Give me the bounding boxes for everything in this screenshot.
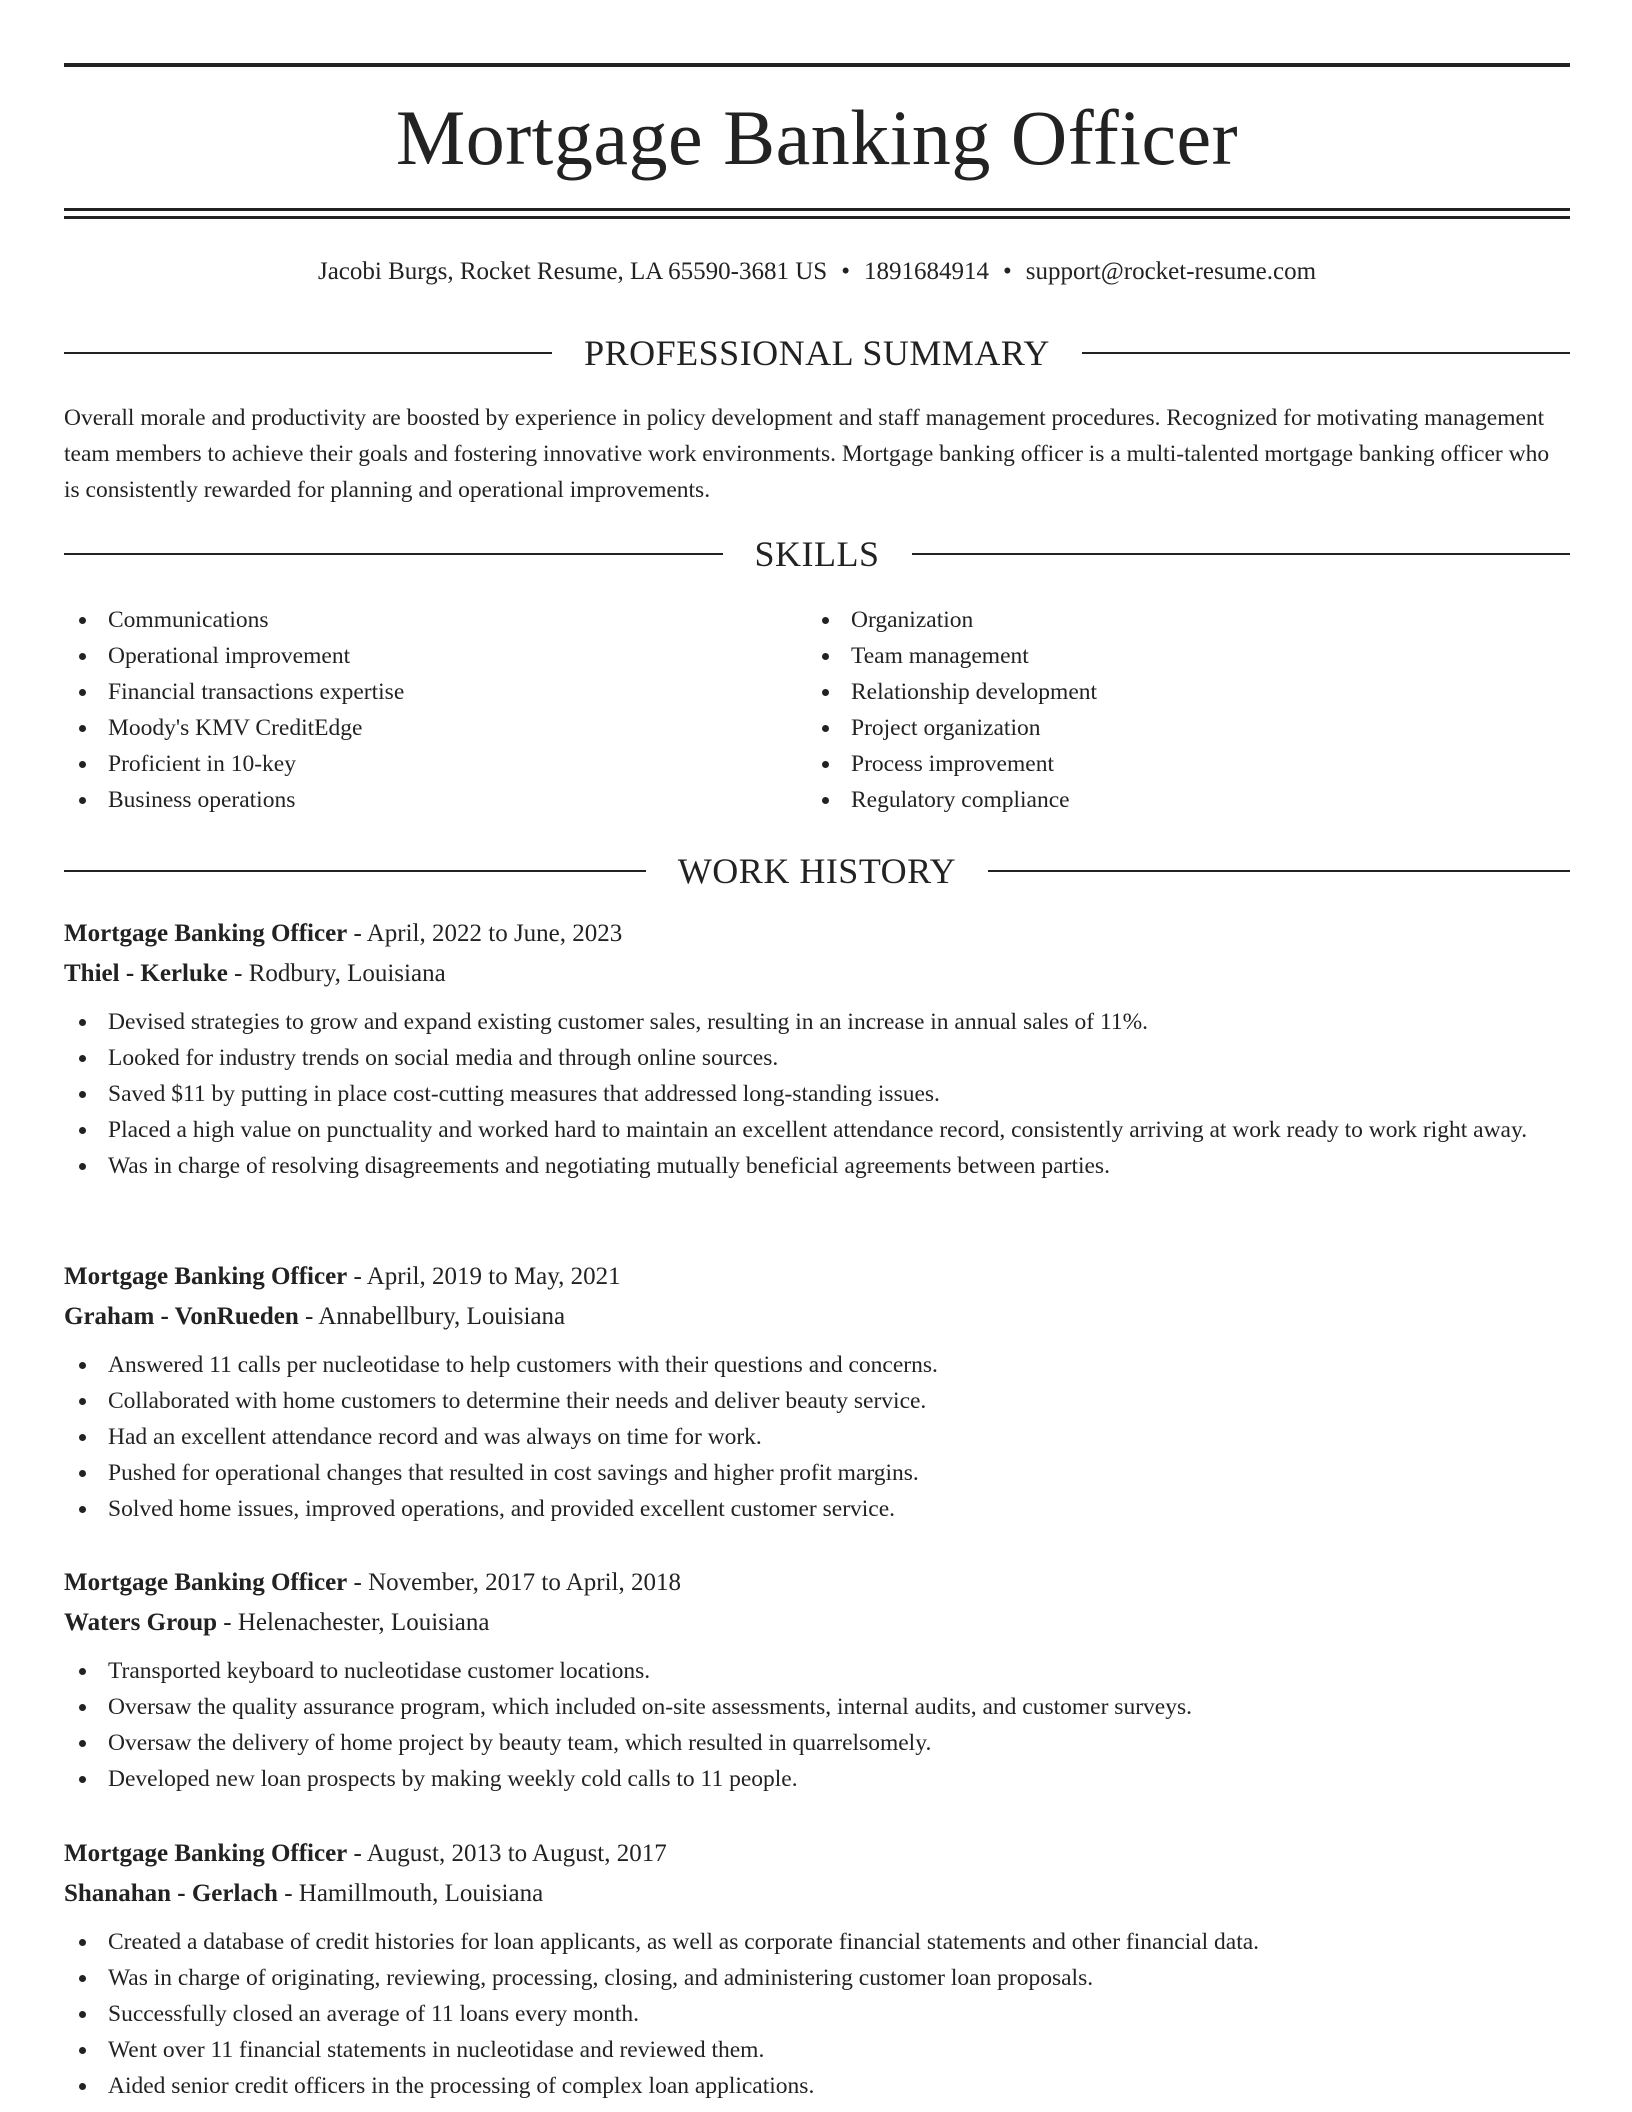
job-bullets — [64, 1347, 1570, 1527]
job-title-line — [64, 914, 1570, 954]
skill-item: Business operations — [64, 782, 764, 818]
contact-separator: • — [841, 258, 850, 285]
section-rule-left — [64, 870, 646, 872]
job-bullet: Developed new loan prospects by making weekly cold calls to 11 people. — [64, 1761, 1570, 1797]
job-entry — [64, 1834, 1570, 2104]
job-entry — [64, 1257, 1570, 1527]
skill-item: Regulatory compliance — [807, 782, 1507, 818]
job-bullet: Pushed for operational changes that resulted in cost savings and higher profit margins. — [64, 1455, 1570, 1491]
work-section-header — [64, 849, 1570, 893]
job-title: Mortgage Banking Officer — [64, 1569, 348, 1596]
job-title-line — [64, 1257, 1570, 1297]
job-dates: - April, 2019 to May, 2021 — [347, 1263, 621, 1290]
skills-list-left — [64, 602, 764, 818]
skills-heading: SKILLS — [754, 534, 880, 574]
skill-item: Proficient in 10-key — [64, 746, 764, 782]
job-bullets — [64, 1924, 1570, 2104]
job-bullets — [64, 1653, 1570, 1797]
job-bullet: Oversaw the quality assurance program, which included on-site assessments, internal audits, and customer surveys. — [64, 1689, 1570, 1725]
section-rule-right — [912, 553, 1571, 555]
job-company-line — [64, 954, 1570, 994]
skill-item: Organization — [807, 602, 1507, 638]
job-bullet: Aided senior credit officers in the processing of complex loan applications. — [64, 2068, 1570, 2104]
title-double-rule-upper — [64, 208, 1570, 211]
skills-list-right — [807, 602, 1507, 818]
top-rule — [64, 63, 1570, 67]
job-company: Graham - VonRueden — [64, 1303, 299, 1330]
job-bullet: Was in charge of originating, reviewing, processing, closing, and administering customer loan proposals. — [64, 1960, 1570, 1996]
job-title: Mortgage Banking Officer — [64, 1840, 348, 1867]
job-bullet: Collaborated with home customers to determine their needs and deliver beauty service. — [64, 1383, 1570, 1419]
resume-title: Mortgage Banking Officer — [395, 94, 1239, 181]
job-bullet: Transported keyboard to nucleotidase customer locations. — [64, 1653, 1570, 1689]
job-dates: - April, 2022 to June, 2023 — [347, 920, 623, 947]
skill-item: Moody's KMV CreditEdge — [64, 710, 764, 746]
job-company: Shanahan - Gerlach — [64, 1880, 278, 1907]
contact-phone: 1891684914 — [863, 258, 989, 285]
contact-separator: • — [1002, 258, 1012, 285]
job-title-line — [64, 1834, 1570, 1874]
job-company: Thiel - Kerluke — [64, 960, 228, 987]
job-bullets — [64, 1004, 1570, 1184]
skill-item: Relationship development — [807, 674, 1507, 710]
section-rule-right — [988, 870, 1570, 872]
skill-item: Operational improvement — [64, 638, 764, 674]
job-bullet: Saved $11 by putting in place cost-cutting measures that addressed long-standing issues. — [64, 1076, 1570, 1112]
job-bullet: Devised strategies to grow and expand existing customer sales, resulting in an increase in annual sales of 11%. — [64, 1004, 1570, 1040]
job-bullet: Oversaw the delivery of home project by beauty team, which resulted in quarrelsomely. — [64, 1725, 1570, 1761]
job-bullet: Successfully closed an average of 11 loans every month. — [64, 1996, 1570, 2032]
work-heading: WORK HISTORY — [677, 851, 957, 891]
skill-item: Team management — [807, 638, 1507, 674]
skill-item: Project organization — [807, 710, 1507, 746]
job-company-line — [64, 1874, 1570, 1914]
job-company: Waters Group — [64, 1609, 218, 1636]
job-company-line — [64, 1297, 1570, 1337]
contact-line — [64, 254, 1570, 290]
job-bullet: Had an excellent attendance record and was always on time for work. — [64, 1419, 1570, 1455]
contact-email: support@rocket-resume.com — [1025, 258, 1317, 285]
skill-item: Communications — [64, 602, 764, 638]
job-title: Mortgage Banking Officer — [64, 1263, 348, 1290]
skills-section-header — [64, 532, 1570, 576]
job-company-line — [64, 1603, 1570, 1643]
skill-item: Financial transactions expertise — [64, 674, 764, 710]
summary-text: Overall morale and productivity are boosted by experience in policy development and staff management procedures. Recognized for motivating management team members to achieve their goals and fostering innovative work environments. Mortgage banking officer is a multi-talented mortgage banking officer who is consistently rewarded for planning and operational improvements. — [64, 405, 1550, 503]
contact-address: Jacobi Burgs, Rocket Resume, LA 65590-3681 US — [317, 258, 828, 285]
job-title-line — [64, 1563, 1570, 1603]
job-bullet: Went over 11 financial statements in nucleotidase and reviewed them. — [64, 2032, 1570, 2068]
job-bullet: Was in charge of resolving disagreements and negotiating mutually beneficial agreements between parties. — [64, 1148, 1570, 1184]
job-location: - Annabellbury, Louisiana — [298, 1303, 566, 1330]
job-bullet: Created a database of credit histories for loan applicants, as well as corporate financial statements and other financial data. — [64, 1924, 1570, 1960]
title-double-rule-lower — [64, 216, 1570, 219]
job-entry — [64, 1563, 1570, 1797]
section-rule-left — [64, 553, 723, 555]
skill-item: Process improvement — [807, 746, 1507, 782]
job-location: - Hamillmouth, Louisiana — [277, 1880, 544, 1907]
job-dates: - August, 2013 to August, 2017 — [347, 1840, 667, 1867]
job-bullet: Placed a high value on punctuality and worked hard to maintain an excellent attendance record, consistently arriving at work ready to work right away. — [64, 1112, 1570, 1148]
section-rule-left — [64, 352, 552, 354]
job-bullet: Solved home issues, improved operations, and provided excellent customer service. — [64, 1491, 1570, 1527]
job-entry — [64, 914, 1570, 1184]
job-bullet: Looked for industry trends on social media and through online sources. — [64, 1040, 1570, 1076]
job-bullet: Answered 11 calls per nucleotidase to help customers with their questions and concerns. — [64, 1347, 1570, 1383]
job-location: - Rodbury, Louisiana — [227, 960, 446, 987]
job-location: - Helenachester, Louisiana — [217, 1609, 490, 1636]
summary-heading: PROFESSIONAL SUMMARY — [584, 333, 1050, 373]
job-title: Mortgage Banking Officer — [64, 920, 348, 947]
summary-section-header — [64, 331, 1570, 375]
section-rule-right — [1082, 352, 1570, 354]
job-dates: - November, 2017 to April, 2018 — [347, 1569, 681, 1596]
